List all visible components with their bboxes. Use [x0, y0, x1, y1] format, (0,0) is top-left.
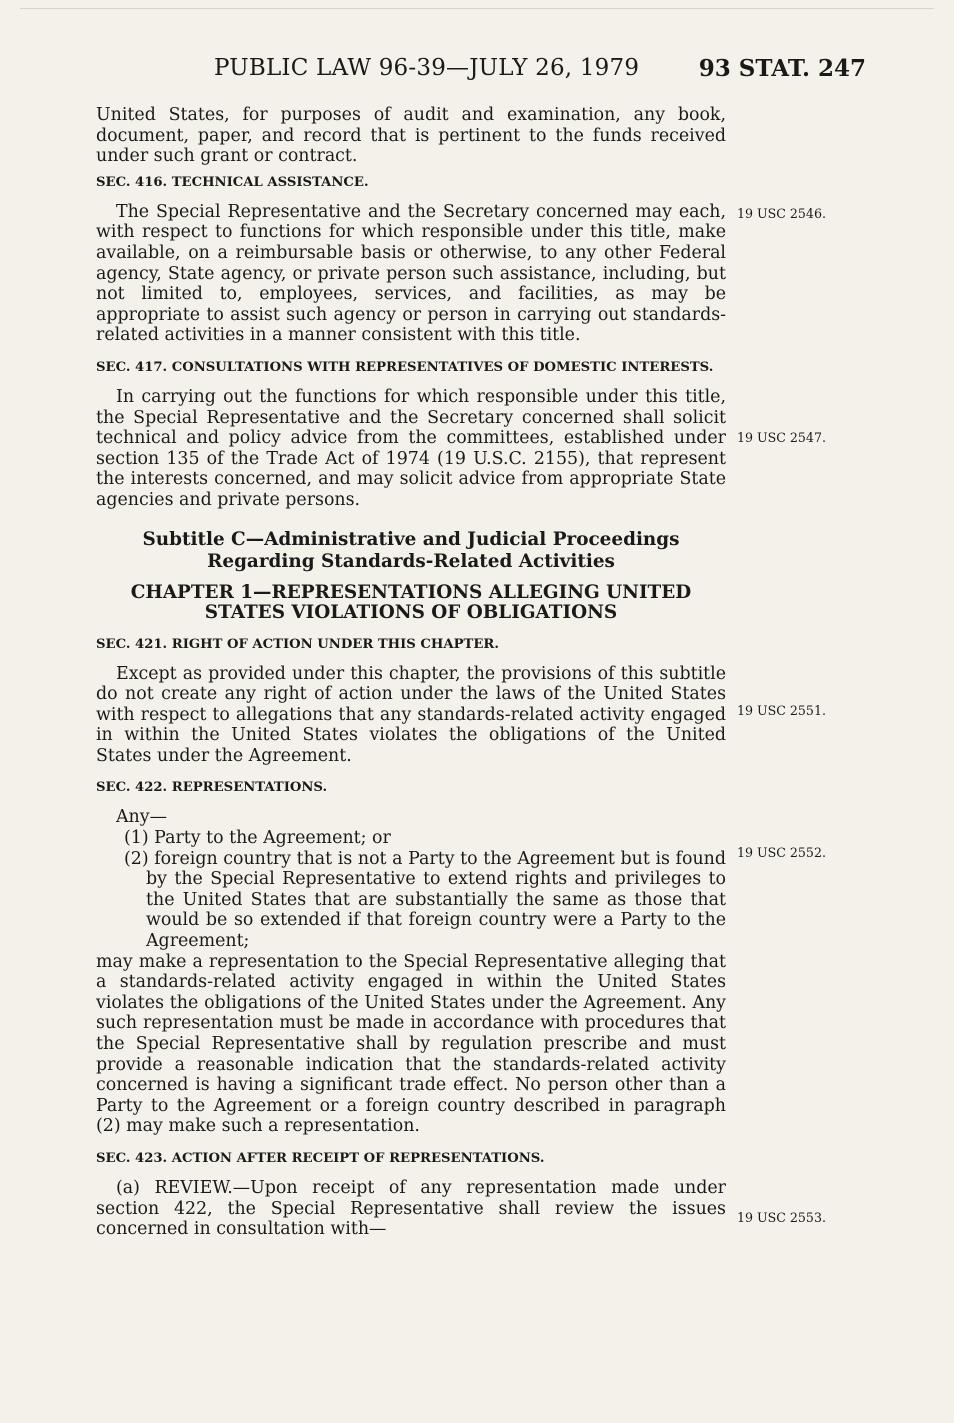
subtitle-heading: Subtitle C—Administrative and Judicial Proceedings Regarding Standards-Related Activities: [142, 528, 680, 572]
margin-note-2551: 19 USC 2551.: [737, 703, 826, 718]
paragraph-421: Except as provided under this chapter, the provisions of this subtitle do not create any right of action under the laws of the United States with respect to allegations that any standards-related activity engaged in within the United States violates the obligations of the United States under the Agreement.: [96, 663, 726, 766]
paragraph-422-item-1: (1) Party to the Agreement; or: [124, 828, 391, 849]
stat-page-number: 93 STAT. 247: [698, 55, 866, 82]
section-heading-422: SEC. 422. REPRESENTATIONS.: [96, 780, 328, 796]
paragraph-422-item-2: (2) foreign country that is not a Party to the Agreement but is found by the Special Representative to extend rights and privileges to the United States that are substantially the same as those that would be so extended if that foreign country were a Party to the Agreement;: [124, 848, 726, 952]
chapter-heading: CHAPTER 1—REPRESENTATIONS ALLEGING UNITED STATES VIOLATIONS OF OBLIGATIONS: [130, 581, 692, 623]
paragraph-417: In carrying out the functions for which responsible under this title, the Special Representative and the Secretary concerned shall solicit technical and policy advice from the committees, established under section 135 of the Trade Act of 1974 (19 U.S.C. 2155), that represent the interests concerned, and may solicit advice from appropriate State agencies and private persons.: [96, 386, 726, 510]
margin-note-2546: 19 USC 2546.: [737, 206, 826, 221]
document-body: [96, 105, 726, 1240]
margin-note-2552: 19 USC 2552.: [737, 845, 826, 860]
section-heading-416: SEC. 416. TECHNICAL ASSISTANCE.: [96, 174, 369, 190]
paragraph-416: The Special Representative and the Secretary concerned may each, with respect to functions for which responsible under this title, make available, on a reimbursable basis or otherwise, to any other Federal agency, State agency, or private person such assistance, including, but not limited to, employees, services, and facilities, as may be appropriate to assist such agency or person in carrying out standards-related activities in a manner consistent with this title.: [96, 201, 726, 346]
paragraph-423: (a) REVIEW.—Upon receipt of any representation made under section 422, the Special Representative shall review the issues concerned in consultation with—: [96, 1177, 726, 1240]
scan-edge-divider: [20, 8, 934, 9]
page-header: [96, 55, 866, 85]
paragraph-intro: United States, for purposes of audit and examination, any book, document, paper, and record that is pertinent to the funds received under such grant or contract.: [96, 105, 726, 167]
margin-note-2547: 19 USC 2547.: [737, 430, 826, 445]
paragraph-422-any: Any—: [116, 807, 167, 828]
paragraph-422-continuation: may make a representation to the Special Representative alleging that a standards-related activity engaged in within the United States violates the obligations of the United States under the Agreement. Any such representation must be made in accordance with procedures that the Special Representative shall by regulation prescribe and must provide a reasonable indication that the standards-related activity concerned is having a significant trade effect. No person other than a Party to the Agreement or a foreign country described in paragraph (2) may make such a representation.: [96, 951, 726, 1137]
section-heading-417: SEC. 417. CONSULTATIONS WITH REPRESENTATIVES OF DOMESTIC INTERESTS.: [96, 359, 714, 375]
section-heading-423: SEC. 423. ACTION AFTER RECEIPT OF REPRESENTATIONS.: [96, 1150, 545, 1166]
page-title: PUBLIC LAW 96-39—JULY 26, 1979: [214, 55, 640, 81]
margin-note-2553: 19 USC 2553.: [737, 1210, 826, 1225]
section-heading-421: SEC. 421. RIGHT OF ACTION UNDER THIS CHAPTER.: [96, 636, 499, 652]
